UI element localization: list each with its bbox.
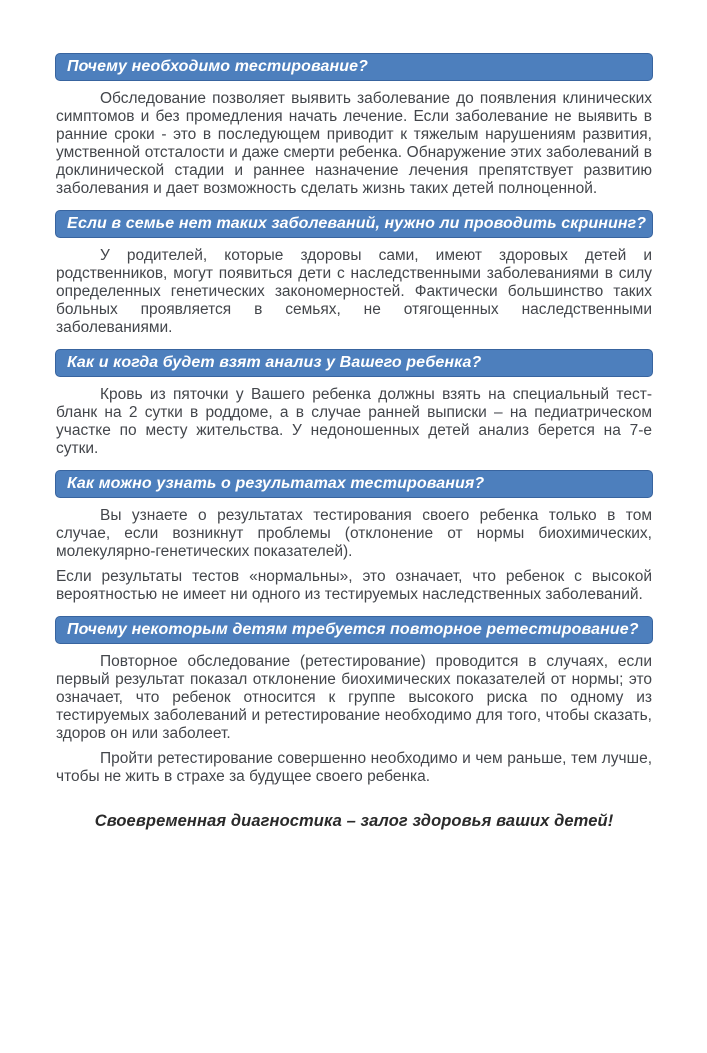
paragraph: Кровь из пяточки у Вашего ребенка должны взять на специальный тест-бланк на 2 сутки в роддоме, а в случае ранней выписки – на педиатрическом участке по месту жительства. У недоношенных детей анализ берется на 7-е сутки. bbox=[56, 386, 652, 457]
section-header-why-retesting bbox=[55, 616, 653, 644]
section-header-how-when-sample bbox=[55, 349, 653, 377]
paragraph: Обследование позволяет выявить заболевание до появления клинических симптомов и без промедления начать лечение. Если заболевание не выявить в ранние сроки - это в последующем приводит к тяжелым нарушениям развития, умственной отсталости и даже смерти ребенка. Обнаружение этих заболеваний в доклинической стадии и раннее назначение лечения препятствует развитию заболевания и дает возможность сделать жизнь таких детей полноценной. bbox=[56, 90, 652, 197]
paragraph: Вы узнаете о результатах тестирования своего ребенка только в том случае, если возникнут проблемы (отклонение от нормы биохимических, молекулярно-генетических показателей). bbox=[56, 507, 652, 560]
section-header-why-testing bbox=[55, 53, 653, 81]
paragraph: Если результаты тестов «нормальны», это означает, что ребенок с высокой вероятностью не имеет ни одного из тестируемых наследственных заболеваний. bbox=[56, 568, 652, 603]
paragraph: Повторное обследование (ретестирование) проводится в случаях, если первый результат показал отклонение биохимических показателей от нормы; это означает, что ребенок относится к группе высокого риска по одному из тестируемых заболеваний и ретестирование необходимо для того, чтобы сказать, здоров он или заболеет. bbox=[56, 653, 652, 742]
section-title: Почему некоторым детям требуется повторное ретестирование? bbox=[67, 621, 639, 638]
section-title: Как и когда будет взят анализ у Вашего ребенка? bbox=[67, 354, 482, 371]
leaflet-page bbox=[0, 53, 707, 1053]
paragraph: Пройти ретестирование совершенно необходимо и чем раньше, тем лучше, чтобы не жить в страхе за будущее своего ребенка. bbox=[56, 750, 652, 785]
section-title: Почему необходимо тестирование? bbox=[67, 58, 369, 75]
section-title: Если в семье нет таких заболеваний, нужно ли проводить скрининг? bbox=[67, 215, 647, 232]
section-title: Как можно узнать о результатах тестирования? bbox=[67, 475, 485, 492]
section-header-how-to-learn-results bbox=[55, 470, 653, 498]
section-header-no-family-history bbox=[55, 210, 653, 238]
closing-slogan: Своевременная диагностика – залог здоровья ваших детей! bbox=[94, 812, 614, 830]
paragraph: У родителей, которые здоровы сами, имеют здоровых детей и родственников, могут появиться дети с наследственными заболеваниями в силу определенных генетических закономерностей. Фактически большинство таких больных проявляется в семьях, не отягощенных наследственными заболеваниями. bbox=[56, 247, 652, 336]
